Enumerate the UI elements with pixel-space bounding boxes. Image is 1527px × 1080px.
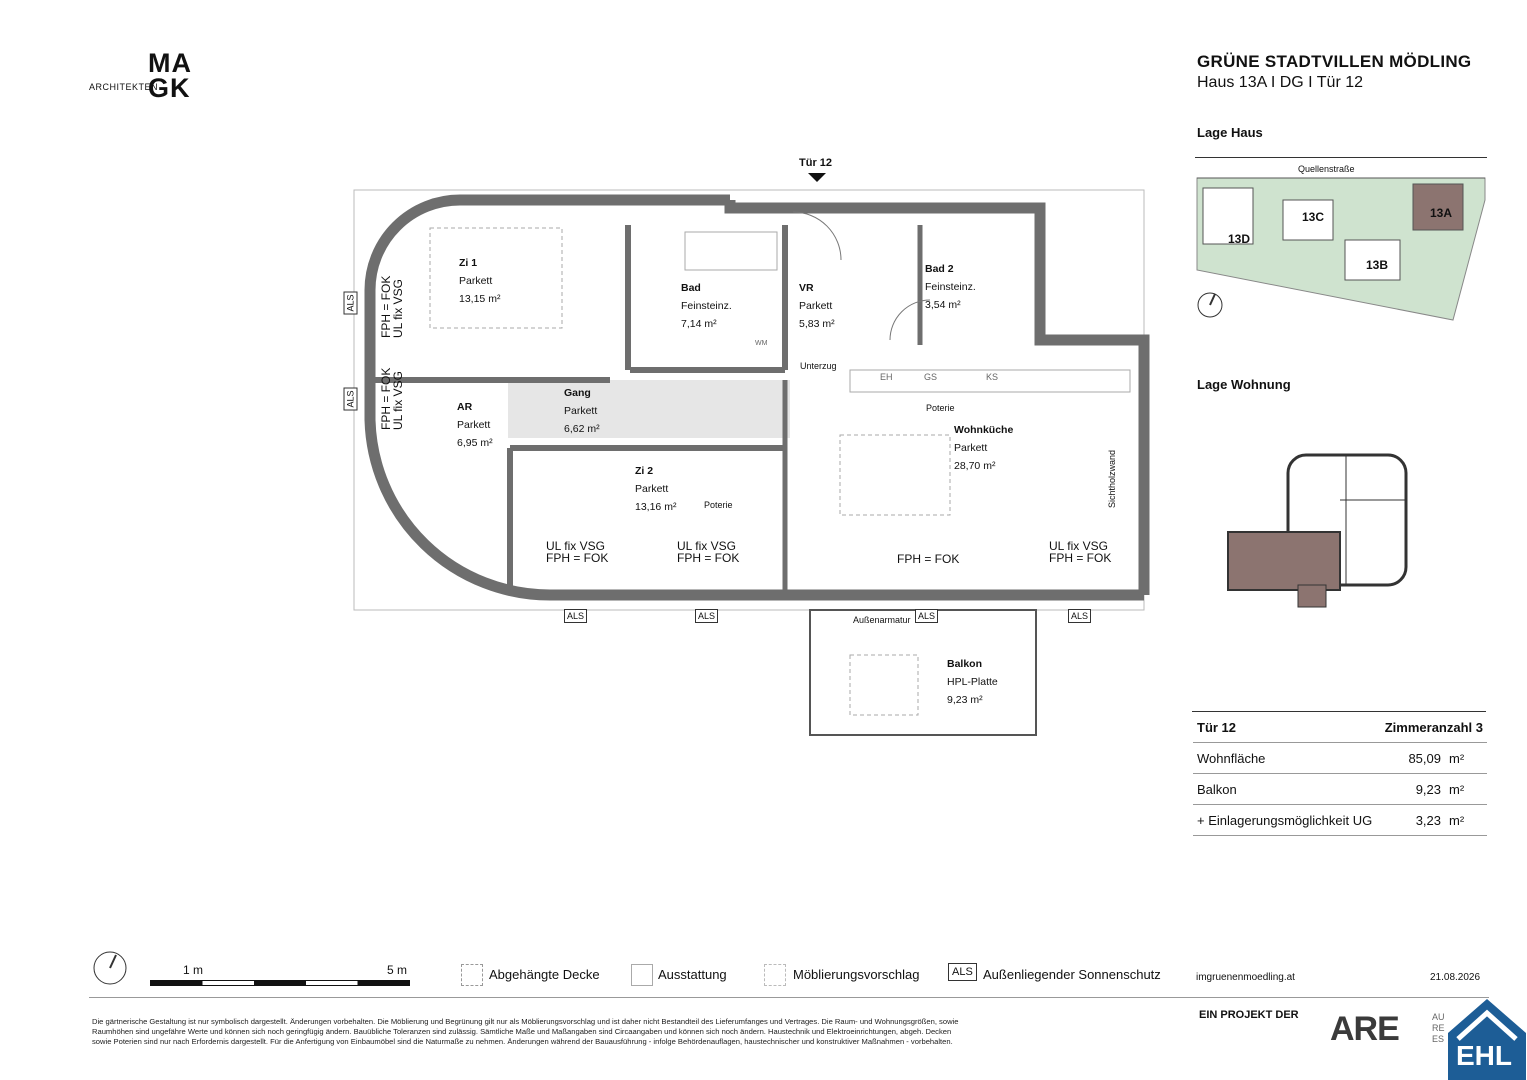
als-marker: ALS [564, 609, 587, 623]
room-vr [799, 279, 835, 333]
lage-wohnung-heading: Lage Wohnung [1197, 377, 1291, 392]
plan-date: 21.08.2026 [1430, 972, 1481, 983]
legend-ausstattung: Ausstattung [658, 967, 727, 982]
room-name: Zi 2 [635, 465, 654, 477]
ks-label: KS [986, 372, 999, 382]
legend-als-text: Außenliegender Sonnenschutz [983, 967, 1161, 982]
unterzug-label: Unterzug [800, 361, 837, 371]
room-floor: HPL-Platte [947, 676, 998, 688]
legend-decke: Abgehängte Decke [489, 967, 600, 982]
room-floor: Parkett [635, 483, 669, 495]
room-name: Bad [681, 282, 701, 294]
ul-label: UL fix VSG [391, 371, 405, 430]
poterie-label: Poterie [926, 403, 955, 413]
als-marker: ALS [695, 609, 718, 623]
floor-plan [330, 180, 1160, 750]
are-text: AU [1432, 1012, 1445, 1022]
logo-line-2: GK [148, 73, 191, 103]
disclaimer-line: sowie Poterien sind nur nach Erfordernis dargestellt. Für die Anfertigung von Einbaumöbel sind die Naturmaße zu nehmen. Änderungen während der Bauausführung - infolge Behördenauflagen, haustechnischer und konstruktiver Maßnahmen - vorbehalten. [92, 1037, 953, 1046]
room-floor: Parkett [954, 442, 988, 454]
legend-moeblierung-icon [764, 964, 786, 986]
table-row-unit: m² [1445, 774, 1487, 805]
room-floor: Parkett [564, 405, 598, 417]
room-zi1 [459, 254, 500, 308]
room-area: 28,70 m² [954, 460, 996, 472]
room-name: Bad 2 [925, 263, 954, 275]
room-name: Wohnküche [954, 424, 1014, 436]
table-row-label: Balkon [1193, 774, 1380, 805]
room-area: 6,95 m² [457, 437, 493, 449]
room-name: Zi 1 [459, 257, 478, 269]
scale-5m: 5 m [387, 963, 408, 977]
north-arrow-icon [92, 950, 128, 986]
legend-ausstattung-icon [631, 964, 653, 986]
lage-haus-heading: Lage Haus [1197, 125, 1263, 140]
are-logo-text [1432, 1012, 1445, 1045]
room-floor: Parkett [799, 300, 833, 312]
are-text: RE [1432, 1023, 1445, 1033]
sichtholzwand-label: Sichtholzwand [1107, 449, 1118, 509]
window-note [677, 540, 739, 564]
room-bad [681, 279, 732, 333]
fph-label: FPH = FOK [546, 551, 609, 565]
room-area: 13,16 m² [635, 501, 677, 513]
project-by: EIN PROJEKT DER [1199, 1009, 1299, 1021]
table-row-unit: m² [1445, 743, 1487, 774]
unit-subtitle: Haus 13A I DG I Tür 12 [1197, 74, 1364, 91]
ul-label: UL fix VSG [1049, 539, 1108, 553]
window-note [1049, 540, 1111, 564]
gs-label: GS [924, 372, 938, 382]
eh-label: EH [880, 372, 893, 382]
ul-label: UL fix VSG [546, 539, 605, 553]
room-name: Gang [564, 387, 591, 399]
project-title: GRÜNE STADTVILLEN MÖDLING [1197, 52, 1472, 71]
ul-label: UL fix VSG [391, 279, 405, 338]
entrance-arrow-icon [808, 173, 826, 182]
room-balkon [947, 655, 998, 709]
house-13c: 13C [1302, 210, 1325, 224]
als-marker: ALS [1068, 609, 1091, 623]
room-count: Zimmeranzahl 3 [1380, 712, 1487, 743]
architect-logo-small: ARCHITEKTEN [89, 82, 159, 92]
als-marker: ALS [915, 609, 938, 623]
room-area: 9,23 m² [947, 694, 983, 706]
room-name: VR [799, 282, 814, 294]
room-gang [564, 384, 600, 438]
scale-1m: 1 m [183, 963, 204, 977]
room-area: 6,62 m² [564, 423, 600, 435]
table-row-value: 3,23 [1380, 805, 1445, 836]
room-area: 13,15 m² [459, 293, 501, 305]
room-floor: Feinsteinz. [681, 300, 732, 312]
room-floor: Parkett [457, 419, 491, 431]
fph-label: FPH = FOK [677, 551, 740, 565]
window-note [380, 368, 404, 430]
ehl-logo-text: EHL [1456, 1040, 1512, 1071]
table-row-value: 85,09 [1380, 743, 1445, 774]
divider [89, 997, 1489, 998]
unit-location-plan [1210, 440, 1420, 625]
legend-als-box: ALS [948, 963, 977, 981]
window-note [546, 540, 608, 564]
disclaimer [92, 1017, 1152, 1047]
poterie-label: Poterie [704, 500, 733, 510]
scale-bar [150, 980, 410, 986]
table-row-value: 9,23 [1380, 774, 1445, 805]
room-name: Balkon [947, 658, 983, 670]
are-logo: ARE [1330, 1010, 1399, 1048]
house-13b: 13B [1366, 258, 1389, 272]
room-bad2 [925, 260, 976, 314]
room-name: AR [457, 401, 473, 413]
wm-label: WM [755, 340, 768, 347]
fph-label: FPH = FOK [897, 552, 960, 566]
room-zi2 [635, 462, 676, 516]
street-label: Quellenstraße [1298, 164, 1355, 174]
legend-decke-icon [461, 964, 483, 986]
table-row-label: + Einlagerungsmöglichkeit UG [1193, 805, 1380, 836]
architect-logo [148, 48, 192, 103]
room-area: 3,54 m² [925, 299, 961, 311]
als-marker: ALS [344, 291, 358, 314]
website: imgruenenmoedling.at [1196, 972, 1295, 983]
window-note [380, 276, 404, 338]
door-label: Tür 12 [799, 157, 833, 169]
legend-moeblierung: Möblierungsvorschlag [793, 967, 920, 982]
room-area: 7,14 m² [681, 318, 717, 330]
are-text: ES [1432, 1034, 1445, 1044]
room-wohnkueche [954, 421, 1013, 475]
disclaimer-line: Die gärtnerische Gestaltung ist nur symbolisch dargestellt. Änderungen vorbehalten. Die Möblierung und Begrünung gilt nur als Möblierungsvorschlag und ist daher nicht Bestandteil des Lieferumfanges und Vertrages. Die Raum- und Wohnungsgrößen, sowie [92, 1017, 959, 1026]
divider [1195, 157, 1487, 158]
unit-info-table [1193, 712, 1487, 836]
logo-line-1: MA [148, 48, 192, 78]
fph-label: FPH = FOK [1049, 551, 1112, 565]
room-ar [457, 398, 493, 452]
aussenarmatur-label: Außenarmatur [853, 615, 911, 625]
house-13a: 13A [1430, 206, 1453, 220]
ul-label: UL fix VSG [677, 539, 736, 553]
fph-label: FPH = FOK [379, 275, 393, 338]
room-floor: Feinsteinz. [925, 281, 976, 293]
disclaimer-line: Raumhöhen sind ungefähre Werte und können sich noch geringfügig ändern. Bauübliche Toleranzen sind zulässig. Sämtliche Maße und Maßangaben sind Circaangaben und können sich noch ändern. Haustechnik und Elektroeinrichtungen, abgeh. Decken [92, 1027, 952, 1036]
room-floor: Parkett [459, 275, 493, 287]
door-number: Tür 12 [1193, 712, 1380, 743]
table-row-label: Wohnfläche [1193, 743, 1380, 774]
house-13d: 13D [1228, 232, 1251, 246]
table-row-unit: m² [1445, 805, 1487, 836]
als-marker: ALS [344, 387, 358, 410]
fph-label: FPH = FOK [379, 367, 393, 430]
room-area: 5,83 m² [799, 318, 835, 330]
